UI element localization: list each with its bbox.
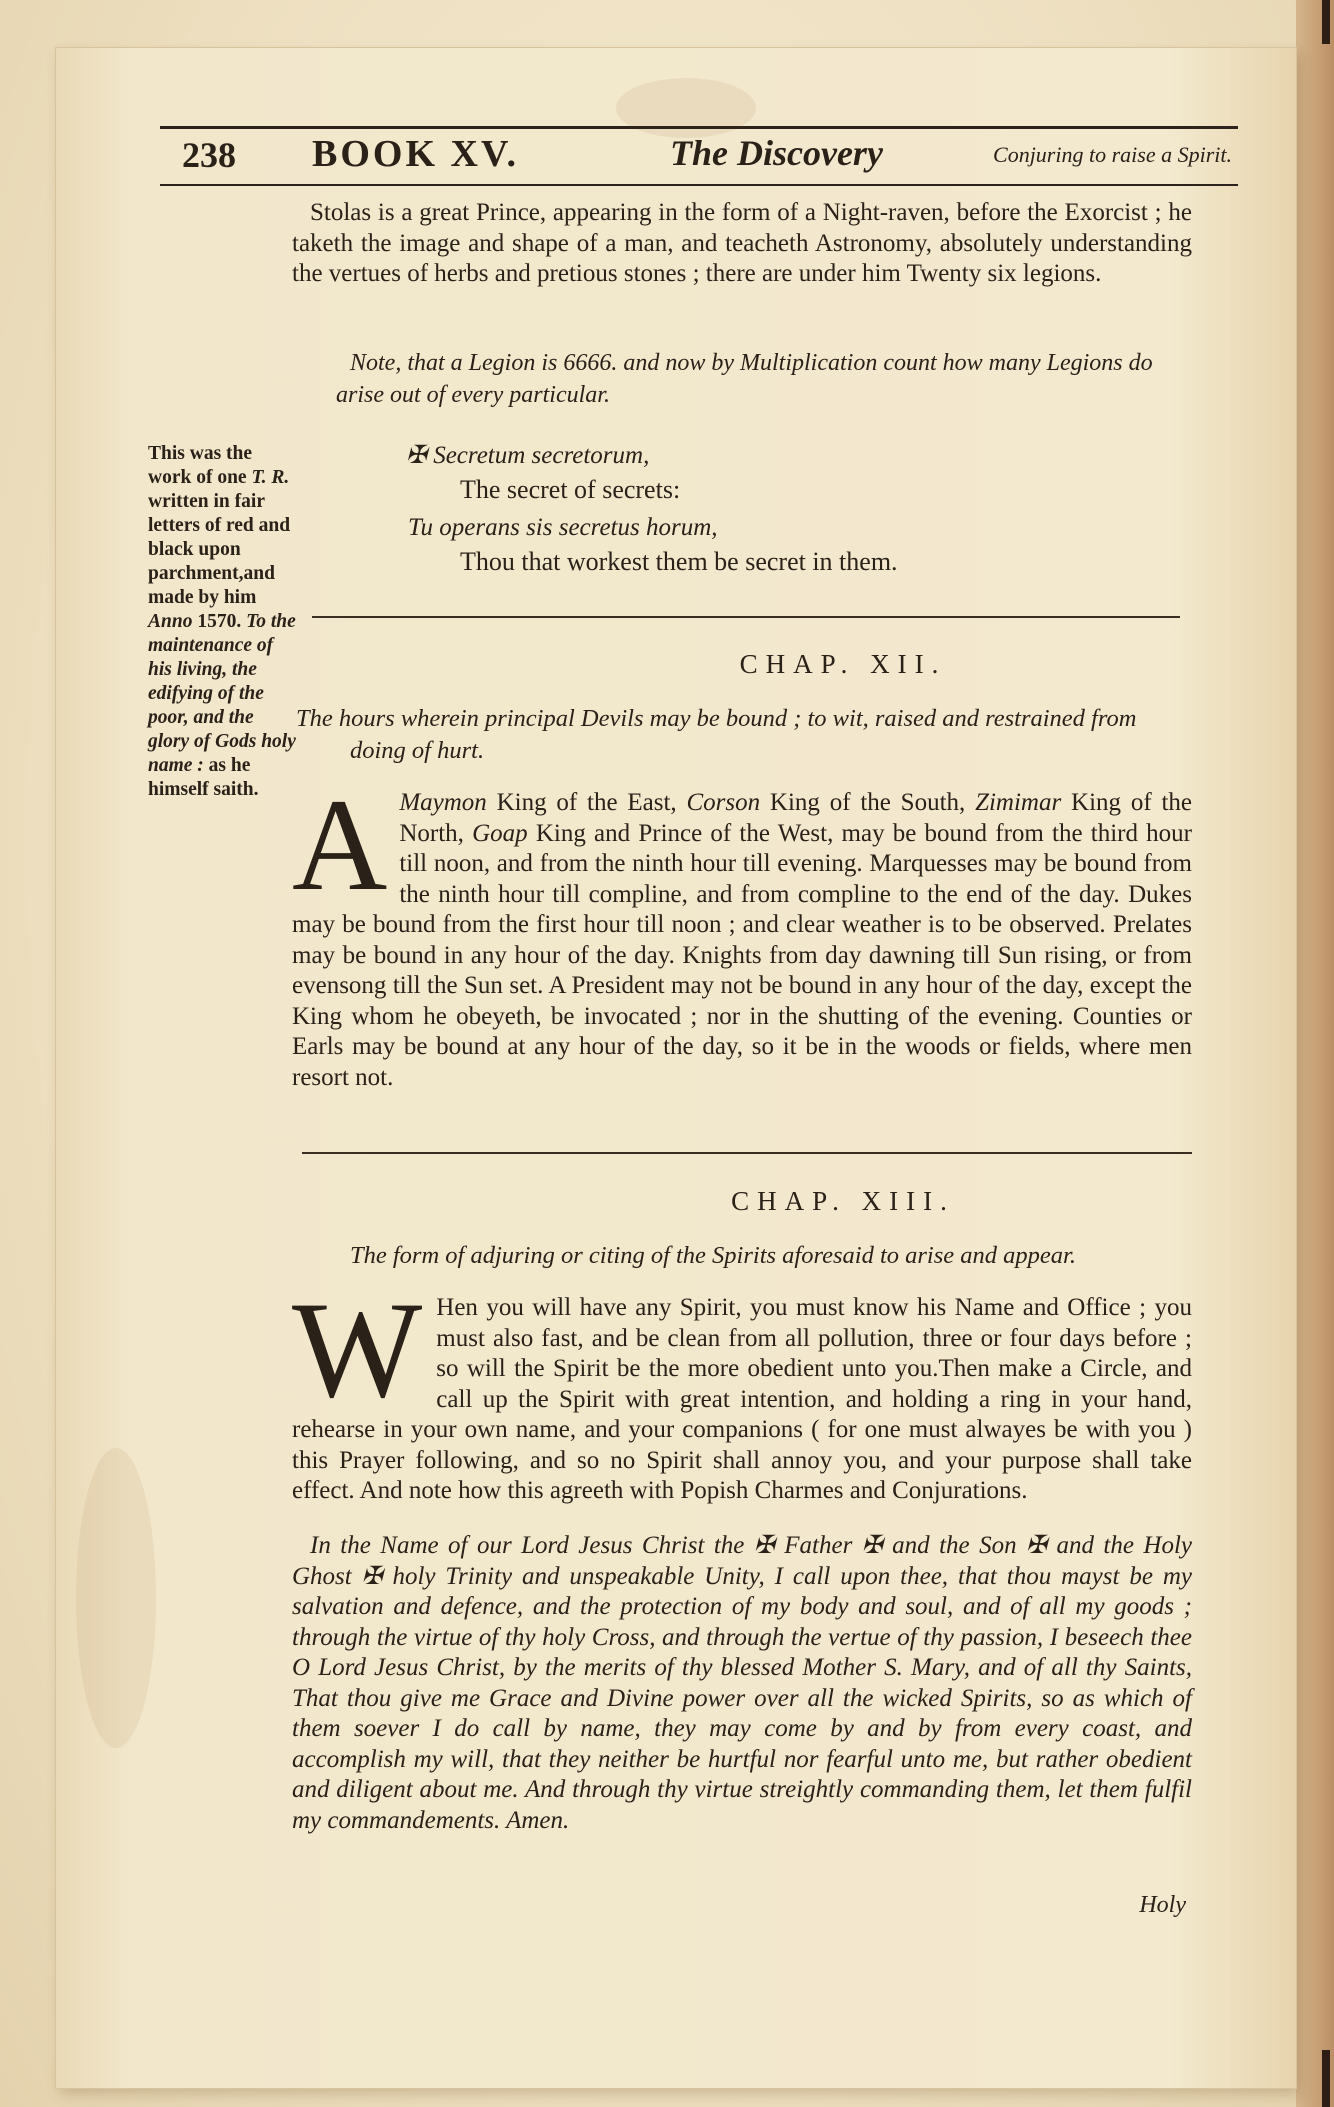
chapter-12-heading: CHAP. XII. [739, 649, 947, 679]
chapter-12-subtitle: The hours wherein principal Devils may be bound ; to wit, raised and restrained from doing of hurt. [296, 705, 1137, 764]
running-header [160, 128, 1238, 182]
drop-cap-w: W [292, 1273, 423, 1426]
chapter-13-subtitle: The form of adjuring or citing of the Spirits aforesaid to arise and appear. [350, 1242, 1076, 1269]
catchword: Holy [1139, 1892, 1186, 1918]
section-rule-2 [302, 1152, 1192, 1154]
stolas-paragraph: Stolas is a great Prince, appearing in the form of a Night-raven, before the Exorcist ; he taketh the image and shape of a man, and teacheth Astronomy, absolutely understanding the vertues of herbs and pretious stones ; there are under him Twenty six legions. [292, 199, 1192, 287]
book-title: The Discovery [670, 133, 883, 173]
verse-line-1: ✠ Secretum secretorum, [406, 442, 650, 469]
verse-line-3: Tu operans sis secretus horum, [408, 514, 718, 541]
margin-note: This was the work of one T. R. written in fair letters of red and black upon parchment,and made by him Anno 1570. To the maintenance of his living, the edifying of the poor, and the glory of Gods holy name : as he himself saith. [148, 443, 296, 800]
section-rule [312, 616, 1180, 618]
book-label: BOOK XV. [312, 133, 520, 175]
running-head: Conjuring to raise a Spirit. [993, 142, 1232, 167]
page-edge [1296, 0, 1334, 2107]
chapter-12-body: A Maymon King of the East, Corson King of the South, Zimimar King of the North, Goap King and Prince of the West, may be bound from the third hour till noon, and from the ninth hour till evening. Marquesses may be bound from the ninth hour till compline, and from compline to the end of the day. Dukes may be bound from the first hour till noon ; and clear weather is to be observed. Prelates may be bound in any hour of the day. Knights from day dawning till Sun rising, or from evensong till the Sun set. A President may not be bound in any hour of the day, except the King whom he obeyeth, be invocated ; nor in the shutting of the evening. Counties or Earls may be bound at any hour of the day, so it be in the woods or fields, where men resort not. [292, 771, 1193, 1091]
binding-mark-bottom [1322, 2050, 1330, 2107]
chapter-13-body: W Hen you will have any Spirit, you must know his Name and Office ; you must also fast, and be clean from all pollution, three or four days before ; so will the Spirit be the more obedient unto you.Then make a Circle, and call up the Spirit with great intention, and holding a ring in your hand, rehearse in your own name, and your companions ( for one must alwayes be with you ) this Prayer following, and so no Spirit shall annoy you, and your purpose shall take effect. And note how this agreeth with Popish Charmes and Conjurations. [292, 1273, 1192, 1504]
binding-mark-top [1322, 0, 1330, 44]
header-rule-bottom [160, 184, 1238, 186]
legion-note: Note, that a Legion is 6666. and now by Multiplication count how many Legions do arise out of every particular. [336, 350, 1153, 408]
chapter-13-heading: CHAP. XIII. [731, 1186, 955, 1216]
verse-line-4: Thou that workest them be secret in them. [460, 547, 898, 576]
verse-line-2: The secret of secrets: [460, 475, 681, 504]
page-number: 238 [182, 135, 236, 175]
prayer-paragraph: In the Name of our Lord Jesus Christ the ✠ Father ✠ and the Son ✠ and the Holy Ghost ✠ holy Trinity and unspeakable Unity, I call upon thee, that thou mayst be my salvation and defence, and the protection of my body and soul, and of all my goods ; through the virtue of thy holy Cross, and through the vertue of thy passion, I beseech thee O Lord Jesus Christ, by the merits of thy blessed Mother S. Mary, and of all thy Saints, That thou give me Grace and Divine power over all the wicked Spirits, so as which of them soever I do call by name, they may come by and by from every coast, and accomplish my will, that they neither be hurtful nor fearful unto me, but rather obedient and diligent about me. And through thy virtue streightly commanding them, let them fulfil my commandements. Amen. [292, 1532, 1192, 1834]
drop-cap-a: A [292, 771, 388, 918]
